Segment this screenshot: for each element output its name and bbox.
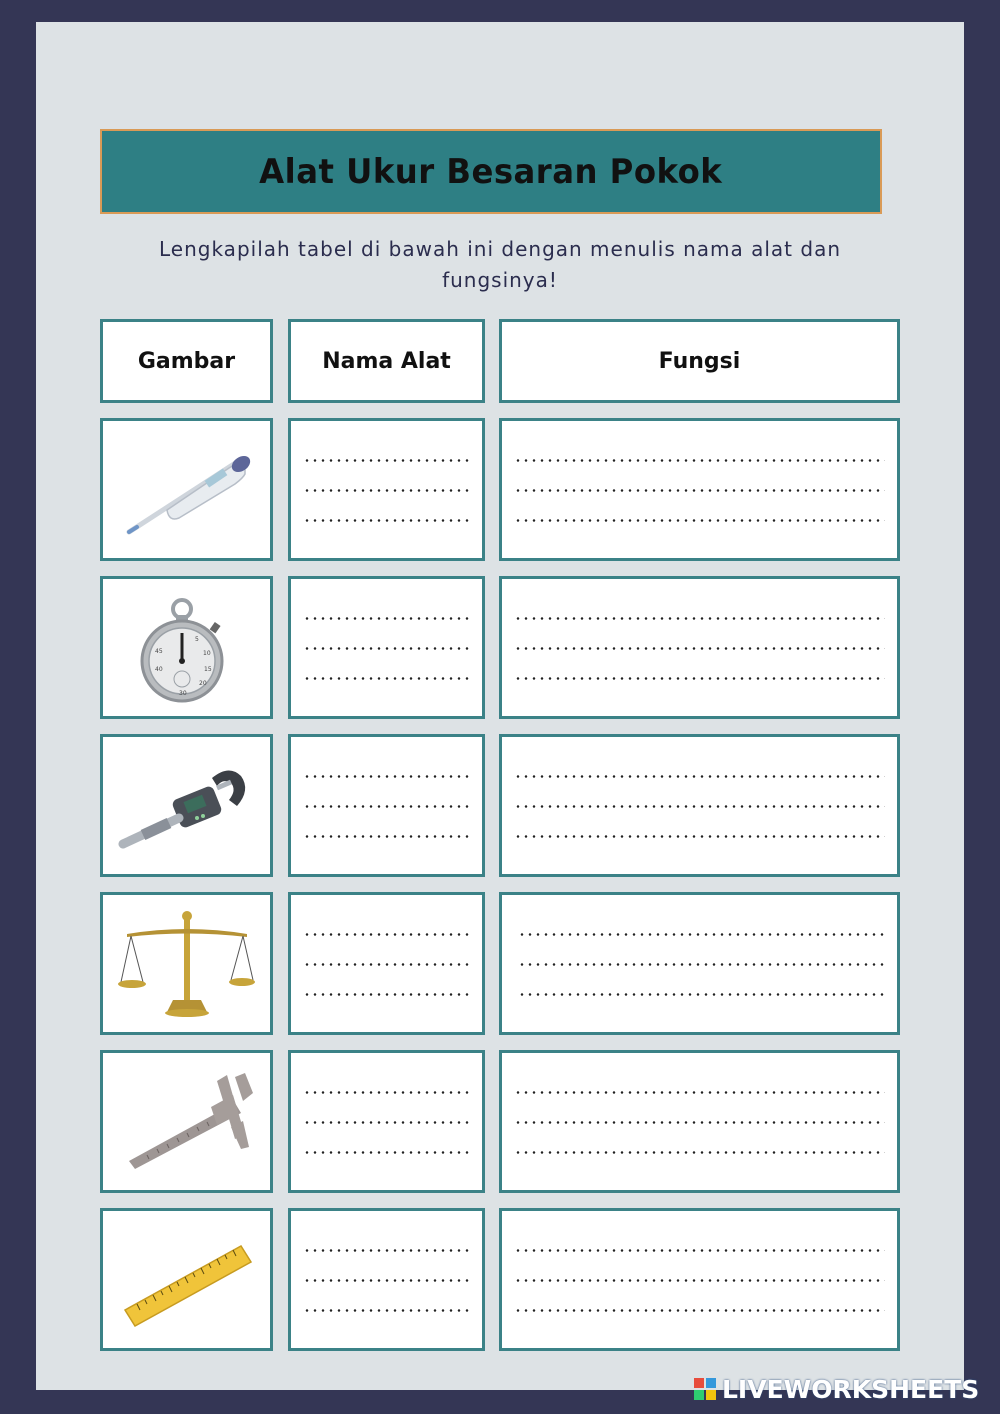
balance-scale-icon — [117, 904, 257, 1024]
header-nama-alat — [288, 319, 485, 403]
liveworksheets-watermark — [694, 1376, 979, 1402]
title-banner — [100, 129, 882, 214]
stopwatch-icon — [137, 593, 237, 703]
svg-text:45: 45 — [154, 647, 163, 655]
header-fungsi — [499, 319, 900, 403]
watermark-text: LIVEWORKSHEETS — [722, 1374, 980, 1404]
svg-text:30: 30 — [178, 689, 187, 697]
instruction-text: Lengkapilah tabel di bawah ini dengan menulis nama alat dan fungsinya! — [158, 237, 842, 292]
image-cell-3 — [100, 734, 273, 877]
nama-alat-field-3[interactable] — [288, 734, 485, 877]
image-cell-2 — [100, 576, 273, 719]
header-gambar — [100, 319, 273, 403]
fungsi-field-2[interactable] — [499, 576, 900, 719]
svg-text:10: 10 — [202, 649, 211, 657]
nama-alat-field-5[interactable] — [288, 1050, 485, 1193]
thermometer-icon — [117, 440, 257, 540]
micrometer-icon — [117, 756, 257, 856]
nama-alat-field-1[interactable] — [288, 418, 485, 561]
svg-text:5: 5 — [194, 635, 199, 643]
nama-alat-field-2[interactable] — [288, 576, 485, 719]
svg-text:20: 20 — [198, 679, 207, 687]
header-fungsi-label: Fungsi — [658, 348, 741, 374]
fungsi-field-3[interactable] — [499, 734, 900, 877]
image-cell-4 — [100, 892, 273, 1035]
fungsi-field-1[interactable] — [499, 418, 900, 561]
image-cell-1 — [100, 418, 273, 561]
image-cell-5 — [100, 1050, 273, 1193]
fungsi-field-4[interactable] — [499, 892, 900, 1035]
fungsi-field-6[interactable] — [499, 1208, 900, 1351]
nama-alat-field-4[interactable] — [288, 892, 485, 1035]
fungsi-field-5[interactable] — [499, 1050, 900, 1193]
page-title: Alat Ukur Besaran Pokok — [259, 151, 723, 192]
header-nama-alat-label: Nama Alat — [322, 348, 451, 374]
header-gambar-label: Gambar — [137, 348, 236, 374]
svg-text:40: 40 — [154, 665, 163, 673]
image-cell-6 — [100, 1208, 273, 1351]
nama-alat-field-6[interactable] — [288, 1208, 485, 1351]
ruler-icon — [117, 1230, 257, 1330]
caliper-icon — [117, 1067, 257, 1177]
svg-text:15: 15 — [203, 665, 212, 673]
liveworksheets-logo-icon — [694, 1378, 716, 1400]
